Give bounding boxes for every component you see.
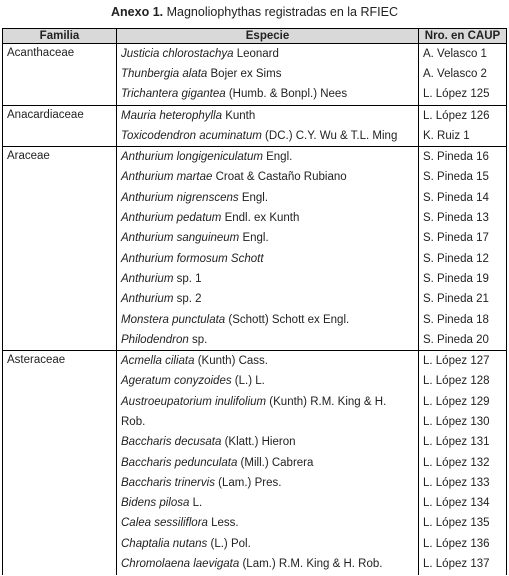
caup-number-cell: S. Pineda 21 [419,290,507,310]
species-cell [117,514,419,534]
species-author: Kunth [222,109,256,122]
species-author: sp. [188,333,208,346]
species-author: Engl. [239,232,269,245]
caup-number-cell: S. Pineda 17 [419,229,507,249]
caup-number-cell: L. López 132 [419,453,507,473]
species-cell [117,453,419,473]
family-cell: Araceae [3,147,117,351]
caup-number-cell: L. López 133 [419,473,507,493]
species-author: (Lam.) R.M. King & H. Rob. [239,558,383,571]
caup-number-cell: L. López 131 [419,433,507,453]
species-author: (Schott) Schott ex Engl. [225,313,350,326]
species-name: Mauria heterophylla [121,109,223,122]
species-cell [117,351,419,372]
species-author: Endl. ex Kunth [221,212,300,225]
species-name: Calea sessiliflora [121,517,208,530]
species-name: Acmella ciliata [121,355,195,368]
species-author: Engl. [262,151,293,164]
species-cell [117,310,419,330]
caup-number-cell: S. Pineda 13 [419,208,507,228]
caption-label: Anexo 1. [111,5,164,19]
caup-number-cell: K. Ruiz 1 [419,126,507,147]
species-cell [117,188,419,208]
species-cell [117,330,419,351]
species-author: L. [189,497,203,510]
species-cell [117,168,419,188]
species-cell [117,433,419,453]
caup-number-cell: L. López 129 [419,392,507,412]
species-cell [117,412,419,432]
species-author: Engl. [238,191,269,204]
species-cell [117,534,419,554]
family-cell: Asteraceae [3,351,117,575]
species-name: Trichantera gigantea [121,88,226,101]
table-caption [0,0,509,24]
caup-number-cell: A. Velasco 2 [419,64,507,84]
species-author: (L.) Pol. [207,537,251,550]
species-name: Philodendron [121,333,189,346]
species-table [2,28,507,575]
species-name: Baccharis pedunculata [121,456,238,469]
caup-number-cell: L. López 127 [419,351,507,372]
species-author: (DC.) C.Y. Wu & T.L. Ming [261,129,398,142]
caup-number-cell: S. Pineda 19 [419,269,507,289]
species-name: Anthurium formosum Schott [121,252,264,265]
species-author: (Mill.) Cabrera [237,456,314,469]
species-author: (L.) L. [231,375,265,388]
caup-number-cell: S. Pineda 15 [419,168,507,188]
species-name: Baccharis decusata [121,436,222,449]
header-familia: Familia [3,29,117,44]
species-name: Anthurium nigrenscens [121,191,239,204]
species-name: Baccharis trinervis [121,476,215,489]
species-author: Less. [207,517,239,530]
species-name: Anthurium martae [121,171,213,184]
caup-number-cell: L. López 128 [419,372,507,392]
species-cell [117,64,419,84]
species-name: Monstera punctulata [121,313,226,326]
species-cell [117,208,419,228]
caup-number-cell: S. Pineda 20 [419,330,507,351]
species-cell [117,105,419,126]
species-cell [117,554,419,574]
species-cell [117,269,419,289]
table-body [3,44,507,575]
species-name: Ageratum conyzoides [121,375,232,388]
species-cell [117,229,419,249]
species-author: (Lam.) Pres. [214,476,282,489]
table-row [3,351,507,372]
species-cell [117,494,419,514]
species-name: Chaptalia nutans [121,537,208,550]
species-author: Rob. [121,415,146,428]
species-author: sp. 1 [173,272,202,285]
caup-number-cell: S. Pineda 12 [419,249,507,269]
species-name: Anthurium longigeniculatum [121,151,263,164]
table-row [3,44,507,65]
species-cell [117,85,419,106]
caup-number-cell: S. Pineda 16 [419,147,507,168]
species-author: Croat & Castaño Rubiano [212,171,347,184]
header-especie: Especie [117,29,419,44]
species-cell [117,126,419,147]
species-name: Justicia chlorostachya [121,47,234,60]
species-name: Thunbergia alata [121,67,208,80]
species-name: Anthurium sanguineum [121,232,240,245]
caup-number-cell: S. Pineda 14 [419,188,507,208]
species-author: (Kunth) Cass. [194,355,268,368]
species-name: Anthurium [121,272,174,285]
caup-number-cell: S. Pineda 18 [419,310,507,330]
caup-number-cell: L. López 126 [419,105,507,126]
caup-number-cell: L. López 137 [419,554,507,574]
species-name: Anthurium [121,293,174,306]
species-author: (Kunth) R.M. King & H. [266,395,387,408]
species-name: Chromolaena laevigata [121,558,240,571]
table-row [3,105,507,126]
caup-number-cell: L. López 135 [419,514,507,534]
species-name: Toxicodendron acuminatum [121,129,262,142]
caup-number-cell: L. López 134 [419,494,507,514]
species-author: (Klatt.) Hieron [221,436,296,449]
species-author: Leonard [233,47,279,60]
species-cell [117,372,419,392]
species-cell [117,392,419,412]
caption-title: Magnoliophythas registradas en la RFIEC [166,5,398,19]
table-header-row [3,29,507,44]
species-name: Anthurium pedatum [121,212,222,225]
family-cell: Anacardiaceae [3,105,117,147]
family-cell: Acanthaceae [3,44,117,106]
species-name: Austroeupatorium inulifolium [121,395,267,408]
species-cell [117,473,419,493]
caup-number-cell: L. López 136 [419,534,507,554]
species-cell [117,44,419,65]
species-cell [117,290,419,310]
species-cell [117,147,419,168]
header-nro-caup: Nro. en CAUP [419,29,507,44]
caup-number-cell: L. López 125 [419,85,507,106]
species-author: (Humb. & Bonpl.) Nees [225,88,348,101]
species-name: Bidens pilosa [121,497,190,510]
species-cell [117,249,419,269]
species-author: Bojer ex Sims [207,67,282,80]
caup-number-cell: A. Velasco 1 [419,44,507,65]
table-row [3,147,507,168]
species-author: sp. 2 [173,293,202,306]
caup-number-cell: L. López 130 [419,412,507,432]
